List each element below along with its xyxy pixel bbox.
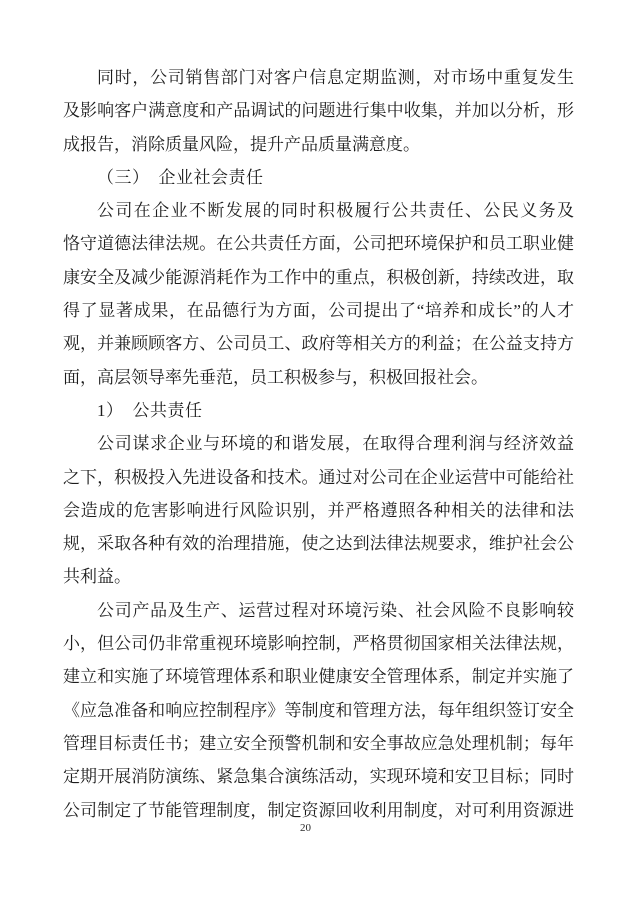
- body-text-line: 得了显著成果，在品德行为方面，公司提出了“培养和成长”的人才: [63, 301, 574, 321]
- body-text-line: 公司产品及生产、运营过程对环境污染、社会风险不良影响较: [97, 600, 574, 620]
- body-text-line: 成报告，消除质量风险，提升产品质量满意度。: [63, 134, 420, 154]
- section-heading-line: （三） 企业社会责任: [97, 167, 264, 187]
- body-text-line: 《应急准备和响应控制程序》等制度和管理方法，每年组织签订安全: [63, 700, 574, 720]
- body-text-line: 观，并兼顾顾客方、公司员工、政府等相关方的利益；在公益支持方: [63, 334, 574, 354]
- page-number: 20: [300, 822, 311, 834]
- body-text-line: 会造成的危害影响进行风险识别，并严格遵照各种相关的法律和法: [63, 500, 574, 520]
- body-text-line: 公司谋求企业与环境的和谐发展，在取得合理利润与经济效益: [97, 434, 574, 454]
- body-text-line: 恪守道德法律法规。在公共责任方面，公司把环境保护和员工职业健: [63, 234, 574, 254]
- body-text-line: 同时，公司销售部门对客户信息定期监测，对市场中重复发生: [97, 68, 574, 87]
- body-text-line: 面，高层领导率先垂范，员工积极参与，积极回报社会。: [63, 367, 488, 387]
- body-text-line: 规，采取各种有效的治理措施，使之达到法律法规要求，维护社会公: [63, 534, 574, 554]
- body-text-line: 建立和实施了环境管理体系和职业健康安全管理体系，制定并实施了: [63, 667, 574, 687]
- body-text-line: 公司制定了节能管理制度，制定资源回收利用制度，对可利用资源进: [63, 800, 574, 820]
- body-text-line: 共利益。: [63, 567, 131, 587]
- body-text-line: 管理目标责任书；建立安全预警机制和安全事故应急处理机制；每年: [63, 733, 574, 753]
- body-text-line: 定期开展消防演练、紧急集合演练活动，实现环境和安卫目标；同时: [63, 767, 574, 787]
- document-body: [63, 61, 574, 827]
- body-text-line: 及影响客户满意度和产品调试的问题进行集中收集，并加以分析，形: [63, 101, 574, 121]
- section-heading-line: 1） 公共责任: [97, 400, 203, 420]
- body-text-line: 之下，积极投入先进设备和技术。通过对公司在企业运营中可能给社: [63, 467, 574, 487]
- body-text-line: 康安全及减少能源消耗作为工作中的重点，积极创新，持续改进，取: [63, 267, 574, 287]
- body-text-line: 公司在企业不断发展的同时积极履行公共责任、公民义务及: [97, 201, 574, 221]
- body-text-line: 小，但公司仍非常重视环境影响控制，严格贯彻国家相关法律法规，: [63, 634, 574, 654]
